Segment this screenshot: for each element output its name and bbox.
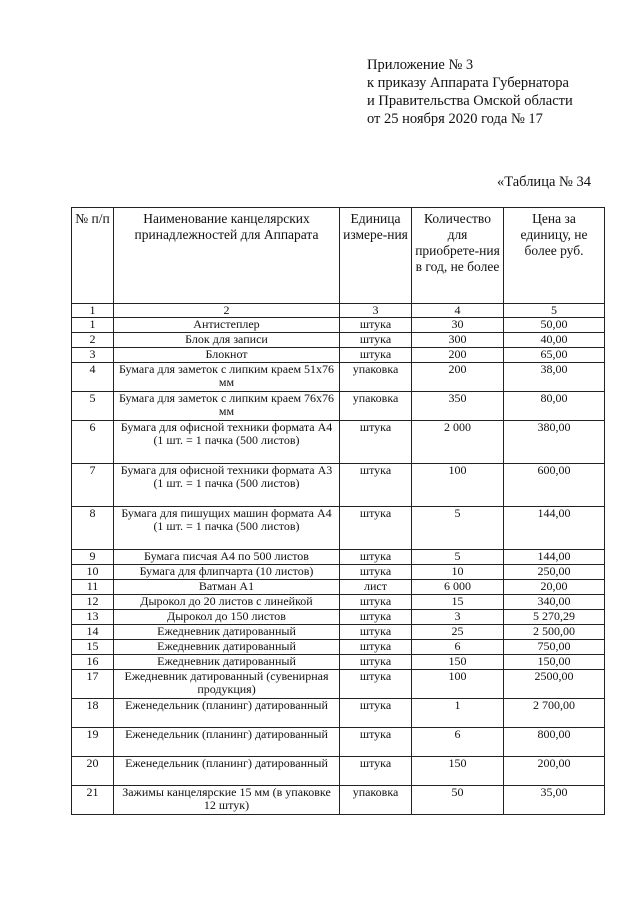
- item-unit: штука: [340, 421, 412, 464]
- item-name: Бумага для пишущих машин формата А4 (1 шт. = 1 пачка (500 листов): [114, 507, 340, 550]
- table-row: [72, 333, 605, 348]
- item-name: Антистеплер: [114, 318, 340, 333]
- table-caption: «Таблица № 34: [497, 174, 591, 190]
- item-price: 340,00: [504, 595, 605, 610]
- item-unit: штука: [340, 565, 412, 580]
- item-price: 50,00: [504, 318, 605, 333]
- item-quantity: 6: [412, 640, 504, 655]
- row-number: 21: [72, 786, 114, 815]
- row-number: 16: [72, 655, 114, 670]
- item-name: Еженедельник (планинг) датированный: [114, 757, 340, 786]
- table-row: [72, 610, 605, 625]
- row-number: 4: [72, 363, 114, 392]
- column-number: 4: [412, 304, 504, 318]
- item-quantity: 200: [412, 363, 504, 392]
- row-number: 7: [72, 464, 114, 507]
- item-unit: штука: [340, 333, 412, 348]
- table-row: [72, 392, 605, 421]
- item-quantity: 50: [412, 786, 504, 815]
- item-unit: упаковка: [340, 392, 412, 421]
- item-name: Бумага для заметок с липким краем 51х76 мм: [114, 363, 340, 392]
- row-number: 6: [72, 421, 114, 464]
- table-row: [72, 786, 605, 815]
- item-unit: штука: [340, 610, 412, 625]
- item-quantity: 2 000: [412, 421, 504, 464]
- table-row: [72, 757, 605, 786]
- item-price: 144,00: [504, 507, 605, 550]
- item-price: 65,00: [504, 348, 605, 363]
- table-row: [72, 728, 605, 757]
- item-unit: упаковка: [340, 363, 412, 392]
- item-unit: штука: [340, 348, 412, 363]
- table-body: [72, 318, 605, 815]
- item-quantity: 1: [412, 699, 504, 728]
- item-unit: штука: [340, 464, 412, 507]
- item-unit: штука: [340, 699, 412, 728]
- column-header-unit: Единица измере-ния: [340, 208, 412, 304]
- item-name: Бумага писчая А4 по 500 листов: [114, 550, 340, 565]
- item-quantity: 30: [412, 318, 504, 333]
- item-price: 5 270,29: [504, 610, 605, 625]
- item-price: 38,00: [504, 363, 605, 392]
- item-quantity: 10: [412, 565, 504, 580]
- column-header-number: № п/п: [72, 208, 114, 304]
- document-header: [367, 56, 573, 128]
- row-number: 17: [72, 670, 114, 699]
- item-name: Дырокол до 150 листов: [114, 610, 340, 625]
- table-row: [72, 670, 605, 699]
- item-quantity: 350: [412, 392, 504, 421]
- item-unit: упаковка: [340, 786, 412, 815]
- row-number: 9: [72, 550, 114, 565]
- item-quantity: 6: [412, 728, 504, 757]
- header-line: Приложение № 3: [367, 57, 474, 73]
- table-row: [72, 580, 605, 595]
- item-quantity: 100: [412, 464, 504, 507]
- table-row: [72, 625, 605, 640]
- item-name: Блок для записи: [114, 333, 340, 348]
- item-name: Бумага для офисной техники формата А4 (1 шт. = 1 пачка (500 листов): [114, 421, 340, 464]
- column-header-quantity: Количество для приобрете-ния в год, не более: [412, 208, 504, 304]
- item-price: 2 500,00: [504, 625, 605, 640]
- item-price: 150,00: [504, 655, 605, 670]
- item-price: 380,00: [504, 421, 605, 464]
- item-name: Бумага для офисной техники формата А3 (1 шт. = 1 пачка (500 листов): [114, 464, 340, 507]
- column-number: 3: [340, 304, 412, 318]
- item-price: 800,00: [504, 728, 605, 757]
- row-number: 11: [72, 580, 114, 595]
- item-price: 250,00: [504, 565, 605, 580]
- table-row: [72, 348, 605, 363]
- item-unit: штука: [340, 670, 412, 699]
- table-header-row: [72, 208, 605, 304]
- item-unit: штука: [340, 595, 412, 610]
- table-row: [72, 550, 605, 565]
- item-name: Ватман А1: [114, 580, 340, 595]
- item-quantity: 5: [412, 507, 504, 550]
- column-header-name: Наименование канцелярских принадлежностей для Аппарата: [114, 208, 340, 304]
- item-name: Зажимы канцелярские 15 мм (в упаковке 12 штук): [114, 786, 340, 815]
- item-price: 2 700,00: [504, 699, 605, 728]
- item-price: 35,00: [504, 786, 605, 815]
- header-line: от 25 ноября 2020 года № 17: [367, 111, 543, 127]
- item-name: Еженедельник (планинг) датированный: [114, 699, 340, 728]
- row-number: 10: [72, 565, 114, 580]
- row-number: 8: [72, 507, 114, 550]
- item-unit: штука: [340, 318, 412, 333]
- header-line: и Правительства Омской области: [367, 93, 573, 109]
- item-price: 200,00: [504, 757, 605, 786]
- item-quantity: 15: [412, 595, 504, 610]
- column-header-price: Цена за единицу, не более руб.: [504, 208, 605, 304]
- item-price: 20,00: [504, 580, 605, 595]
- item-name: Ежедневник датированный: [114, 625, 340, 640]
- row-number: 5: [72, 392, 114, 421]
- column-number: 1: [72, 304, 114, 318]
- item-price: 600,00: [504, 464, 605, 507]
- row-number: 1: [72, 318, 114, 333]
- row-number: 19: [72, 728, 114, 757]
- item-name: Еженедельник (планинг) датированный: [114, 728, 340, 757]
- item-quantity: 200: [412, 348, 504, 363]
- row-number: 20: [72, 757, 114, 786]
- column-numbers-row: [72, 304, 605, 318]
- row-number: 12: [72, 595, 114, 610]
- column-number: 5: [504, 304, 605, 318]
- item-name: Ежедневник датированный: [114, 655, 340, 670]
- item-quantity: 150: [412, 655, 504, 670]
- item-quantity: 6 000: [412, 580, 504, 595]
- table-row: [72, 595, 605, 610]
- table-row: [72, 565, 605, 580]
- table-row: [72, 507, 605, 550]
- header-line: к приказу Аппарата Губернатора: [367, 75, 569, 91]
- item-name: Ежедневник датированный (сувенирная продукция): [114, 670, 340, 699]
- row-number: 2: [72, 333, 114, 348]
- table-row: [72, 699, 605, 728]
- item-price: 144,00: [504, 550, 605, 565]
- row-number: 15: [72, 640, 114, 655]
- table-row: [72, 640, 605, 655]
- item-unit: штука: [340, 507, 412, 550]
- item-name: Дырокол до 20 листов с линейкой: [114, 595, 340, 610]
- item-quantity: 3: [412, 610, 504, 625]
- item-quantity: 300: [412, 333, 504, 348]
- item-price: 750,00: [504, 640, 605, 655]
- row-number: 13: [72, 610, 114, 625]
- item-unit: штука: [340, 728, 412, 757]
- item-quantity: 150: [412, 757, 504, 786]
- item-quantity: 5: [412, 550, 504, 565]
- item-unit: штука: [340, 550, 412, 565]
- item-name: Ежедневник датированный: [114, 640, 340, 655]
- item-price: 2500,00: [504, 670, 605, 699]
- item-name: Блокнот: [114, 348, 340, 363]
- table-row: [72, 655, 605, 670]
- item-price: 40,00: [504, 333, 605, 348]
- table-row: [72, 464, 605, 507]
- item-price: 80,00: [504, 392, 605, 421]
- row-number: 3: [72, 348, 114, 363]
- item-unit: штука: [340, 625, 412, 640]
- table-row: [72, 363, 605, 392]
- table-row: [72, 318, 605, 333]
- item-quantity: 25: [412, 625, 504, 640]
- item-unit: лист: [340, 580, 412, 595]
- supplies-table: [71, 207, 605, 815]
- item-quantity: 100: [412, 670, 504, 699]
- item-name: Бумага для флипчарта (10 листов): [114, 565, 340, 580]
- table-row: [72, 421, 605, 464]
- item-unit: штука: [340, 757, 412, 786]
- row-number: 18: [72, 699, 114, 728]
- column-number: 2: [114, 304, 340, 318]
- item-unit: штука: [340, 655, 412, 670]
- item-unit: штука: [340, 640, 412, 655]
- item-name: Бумага для заметок с липким краем 76х76 мм: [114, 392, 340, 421]
- row-number: 14: [72, 625, 114, 640]
